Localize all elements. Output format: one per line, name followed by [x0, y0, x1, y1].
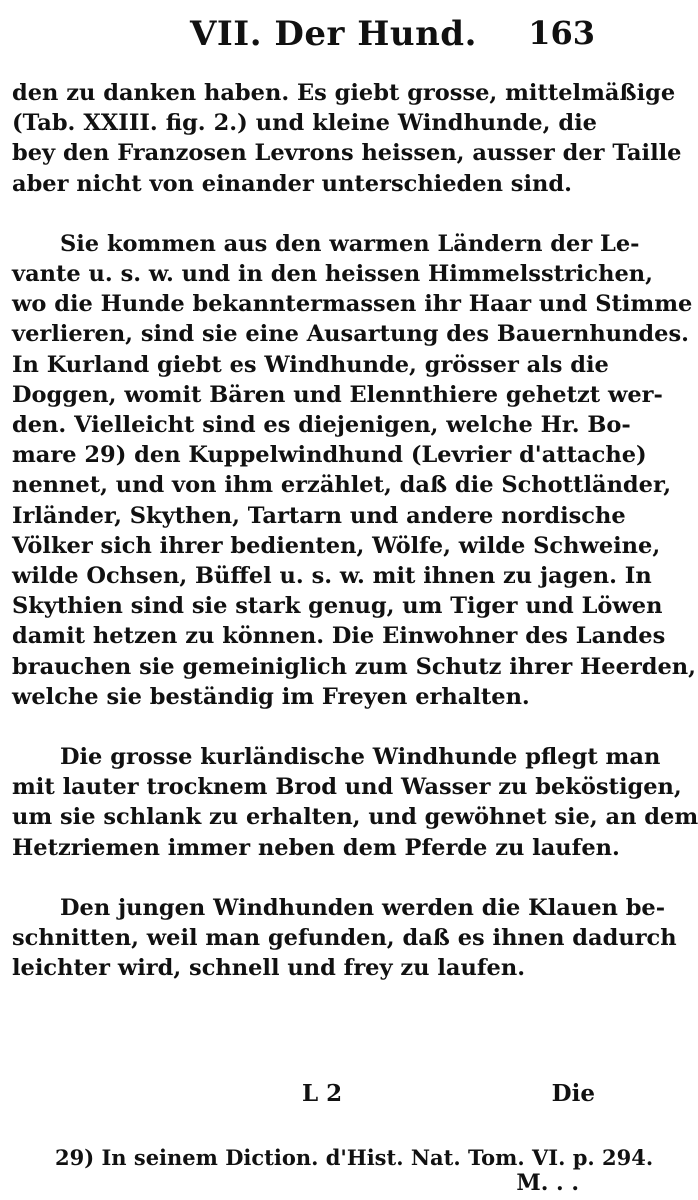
text-line: welche sie beständig im Freyen erhalten. — [12, 683, 530, 710]
text-line: mare 29) den Kuppelwindhund (Levrier d'attache) — [12, 442, 647, 469]
catchline — [0, 1080, 619, 1114]
text-line: schnitten, weil man gefunden, daß es ihnen dadurch — [12, 925, 677, 952]
text-line: (Tab. XXIII. fig. 2.) und kleine Windhunde, die — [12, 110, 597, 137]
text-line: In Kurland giebt es Windhunde, grösser als die — [12, 351, 609, 378]
text-line: wo die Hunde bekanntermassen ihr Haar und Stimme — [12, 291, 693, 318]
text-line: um sie schlank zu erhalten, und gewöhnet sie, an dem — [12, 804, 698, 831]
text-line: Den jungen Windhunden werden die Klauen be- — [60, 894, 666, 921]
text-line: aber nicht von einander unterschieden sind. — [12, 170, 572, 197]
text-line: leichter wird, schnell und frey zu laufen. — [12, 955, 526, 982]
text-line: brauchen sie gemeiniglich zum Schutz ihrer Heerden, — [12, 653, 696, 680]
running-head — [0, 14, 619, 64]
text-line: mit lauter trocknem Brod und Wasser zu beköstigen, — [12, 774, 682, 801]
text-line: Irländer, Skythen, Tartarn und andere nordische — [12, 502, 626, 529]
page-number: 163 — [528, 14, 595, 52]
text-line: Die grosse kurländische Windhunde pflegt man — [60, 744, 661, 771]
footnote — [55, 1145, 654, 1171]
text-line: damit hetzen zu können. Die Einwohner des Landes — [12, 623, 666, 650]
chapter-title: VII. Der Hund. — [190, 14, 477, 54]
footnote-text: 29) In seinem Diction. d'Hist. Nat. Tom. VI. p. 294. — [55, 1145, 654, 1170]
text-line: Hetzriemen immer neben dem Pferde zu laufen. — [12, 834, 620, 861]
paragraph-1 — [12, 78, 682, 199]
text-line: wilde Ochsen, Büffel u. s. w. mit ihnen zu jagen. In — [12, 563, 652, 590]
body-text — [12, 78, 698, 983]
text-line: Völker sich ihrer bedienten, Wölfe, wilde Schweine, — [12, 532, 661, 559]
text-line: den. Vielleicht sind es diejenigen, welche Hr. Bo- — [12, 412, 631, 439]
signature-mark: L 2 — [302, 1080, 343, 1107]
footnote-tail: M. . . — [516, 1170, 579, 1196]
paragraph-2 — [12, 229, 696, 712]
text-line: vante u. s. w. und in den heissen Himmelsstrichen, — [12, 261, 653, 288]
text-line: den zu danken haben. Es giebt grosse, mittelmäßige — [12, 80, 676, 106]
text-line: nennet, und von ihm erzählet, daß die Schottländer, — [12, 472, 672, 499]
text-line: bey den Franzosen Levrons heissen, ausser der Taille — [12, 140, 682, 167]
catchword: Die — [551, 1080, 595, 1107]
text-line: Sie kommen aus den warmen Ländern der Le- — [60, 230, 640, 257]
paragraph-4 — [12, 893, 677, 984]
text-line: Skythien sind sie stark genug, um Tiger und Löwen — [12, 593, 663, 620]
text-line: Doggen, womit Bären und Elennthiere gehetzt wer- — [12, 381, 663, 408]
paragraph-3 — [12, 742, 698, 863]
text-line: verlieren, sind sie eine Ausartung des Bauernhundes. — [12, 321, 689, 348]
